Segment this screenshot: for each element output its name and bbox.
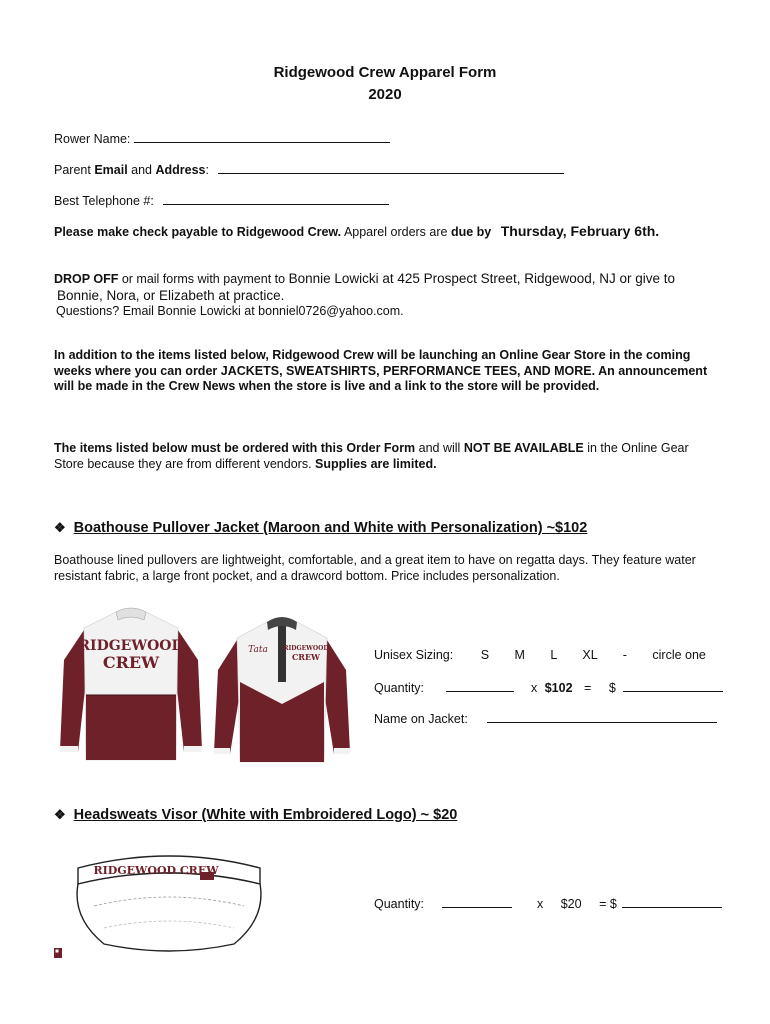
jacket-quantity-field[interactable] xyxy=(446,679,514,692)
order-note-bold-2: NOT BE AVAILABLE xyxy=(463,441,584,455)
jacket-side-text-2: CREW xyxy=(291,652,321,662)
telephone-label: Best Telephone #: xyxy=(54,194,154,208)
form-title: Ridgewood Crew Apparel Form xyxy=(273,64,497,81)
jacket-front-text-2: CREW xyxy=(102,653,160,672)
visor-times: x xyxy=(537,897,544,911)
jacket-side-image xyxy=(212,612,352,770)
visor-unit-price: $20 xyxy=(560,897,582,911)
visor-quantity-label: Quantity: xyxy=(374,897,425,911)
due-date: Thursday, February 6th. xyxy=(500,223,660,239)
visor-quantity-field[interactable] xyxy=(442,895,512,908)
jacket-description: Boathouse lined pullovers are lightweight, comfortable, and a great item to have on regatta days. They feature water resistant fabric, a large front pocket, and a drawcord bottom. Price includes personalization. xyxy=(54,553,696,583)
jacket-name-label: Name on Jacket: xyxy=(374,712,468,726)
rower-name-label: Rower Name: xyxy=(54,132,131,146)
online-store-announcement: In addition to the items listed below, Ridgewood Crew will be launching an Online Gear Store in the coming weeks where you can order JACKETS, SWEATSHIRTS, PERFORMANCE TEES, AND MORE. An announcement will be made in the Crew News when the store is live and a link to the store will be provided. xyxy=(54,348,708,393)
jacket-front-text-1: RIDGEWOOD xyxy=(78,638,184,654)
jacket-side-name: Tata xyxy=(248,645,268,655)
size-option-l[interactable]: L xyxy=(550,648,557,662)
size-option-xl[interactable]: XL xyxy=(582,648,598,662)
visor-heading-text: Headsweats Visor (White with Embroidered Logo) ~ $20 xyxy=(73,807,458,823)
order-note-mid: and will xyxy=(415,441,464,455)
jacket-heading-text: Boathouse Pullover Jacket (Maroon and White with Personalization) ~$102 xyxy=(73,520,588,536)
circle-one-label: circle one xyxy=(652,648,706,662)
sizing-label: Unisex Sizing: xyxy=(374,648,454,662)
jacket-name-row xyxy=(374,710,717,726)
size-separator: - xyxy=(622,648,627,662)
visor-image xyxy=(64,848,274,958)
visor-logo-text: RIDGEWOOD CREW xyxy=(93,864,219,877)
jacket-total-field[interactable] xyxy=(623,679,723,692)
dropoff-address: Bonnie Lowicki at 425 Prospect Street, Ridgewood, NJ or give to xyxy=(288,271,676,286)
jacket-quantity-row xyxy=(374,679,723,695)
form-year: 2020 xyxy=(368,86,402,103)
size-option-s[interactable]: S xyxy=(480,648,490,662)
payment-row xyxy=(54,223,659,239)
jacket-name-field[interactable] xyxy=(487,710,717,723)
parent-row xyxy=(54,161,564,177)
jacket-equals: = xyxy=(584,681,592,695)
jacket-sizing-row xyxy=(374,648,706,662)
telephone-field[interactable] xyxy=(163,192,389,205)
questions-line: Questions? Email Bonnie Lowicki at bonniel0726@yahoo.com. xyxy=(56,304,404,318)
rower-name-row xyxy=(54,130,390,146)
drop-off-label: DROP OFF xyxy=(54,272,119,286)
jacket-unit-price: $102 xyxy=(544,681,573,695)
jacket-quantity-label: Quantity: xyxy=(374,681,425,695)
jacket-times: x xyxy=(531,681,538,695)
parent-email-address-field[interactable] xyxy=(218,161,564,174)
order-note-mid-2: in the Online Gear Store because they are from different vendors. xyxy=(54,441,689,471)
check-payable-text: Please make check payable to Ridgewood Crew. xyxy=(54,225,342,239)
page-marker-icon xyxy=(54,948,62,958)
parent-and: and xyxy=(127,163,156,177)
parent-email-label: Email xyxy=(94,163,128,177)
jacket-front-image xyxy=(56,600,206,770)
dropoff-line-2: Bonnie, Nora, or Elizabeth at practice. xyxy=(57,288,285,303)
size-option-m[interactable]: M xyxy=(514,648,525,662)
diamond-bullet-icon: ❖ xyxy=(54,520,66,535)
jacket-heading xyxy=(54,520,587,536)
jacket-dollar: $ xyxy=(608,681,616,695)
visor-heading xyxy=(54,807,457,823)
jacket-side-text-1: RIDGEWOOD xyxy=(283,645,329,652)
orders-text: Apparel orders are xyxy=(341,225,451,239)
parent-label-prefix: Parent xyxy=(54,163,95,177)
due-by-text: due by xyxy=(450,225,492,239)
parent-colon: : xyxy=(205,163,209,177)
telephone-row xyxy=(54,192,389,208)
order-note-bold-3: Supplies are limited. xyxy=(315,456,437,471)
visor-total-field[interactable] xyxy=(622,895,722,908)
dropoff-line-1 xyxy=(54,271,675,286)
order-note-bold-1: The items listed below must be ordered with this Order Form xyxy=(54,441,416,455)
rower-name-field[interactable] xyxy=(134,130,390,143)
visor-quantity-row xyxy=(374,895,722,911)
parent-address-label: Address xyxy=(155,163,206,177)
mail-text: or mail forms with payment to xyxy=(118,272,289,286)
visor-equals: = $ xyxy=(599,897,617,911)
diamond-bullet-icon: ❖ xyxy=(54,807,66,822)
order-form-note xyxy=(54,441,694,472)
